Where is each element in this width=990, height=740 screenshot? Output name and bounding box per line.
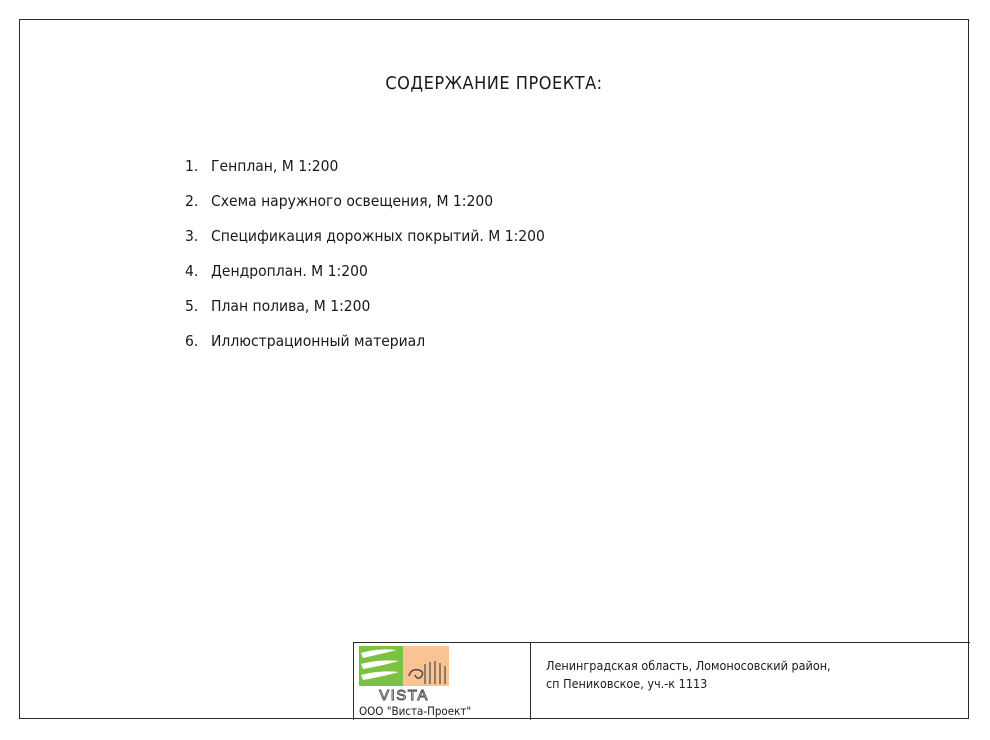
item-text: Спецификация дорожных покрытий. М 1:200 [211, 227, 545, 245]
item-number: 4. [185, 262, 199, 280]
list-item [185, 156, 545, 191]
item-number: 3. [185, 227, 199, 245]
address-line: сп Пениковское, уч.-к 1113 [546, 676, 708, 691]
project-address [546, 657, 831, 693]
logo-orange-panel [403, 646, 449, 686]
address-line: Ленинградская область, Ломоносовский район, [546, 658, 831, 673]
item-text: План полива, М 1:200 [211, 297, 371, 315]
logo-wordmark: VISTA [379, 687, 429, 702]
item-number: 6. [185, 332, 199, 350]
item-number: 5. [185, 297, 199, 315]
item-number: 2. [185, 192, 199, 210]
logo-cell [354, 643, 531, 720]
page-title: СОДЕРЖАНИЕ ПРОЕКТА: [385, 73, 603, 94]
list-item [185, 226, 545, 261]
list-item [185, 191, 545, 226]
list-item [185, 331, 545, 366]
list-item [185, 261, 545, 296]
item-text: Генплан, М 1:200 [211, 157, 339, 175]
list-item [185, 296, 545, 331]
contents-list [185, 156, 545, 366]
item-text: Дендроплан. М 1:200 [211, 262, 368, 280]
vista-logo [359, 646, 449, 702]
item-number: 1. [185, 157, 199, 175]
company-name: ООО "Виста-Проект" [359, 704, 472, 718]
drawing-sheet [19, 19, 969, 719]
item-text: Иллюстрационный материал [211, 332, 426, 350]
title-block [353, 642, 970, 720]
item-text: Схема наружного освещения, М 1:200 [211, 192, 494, 210]
